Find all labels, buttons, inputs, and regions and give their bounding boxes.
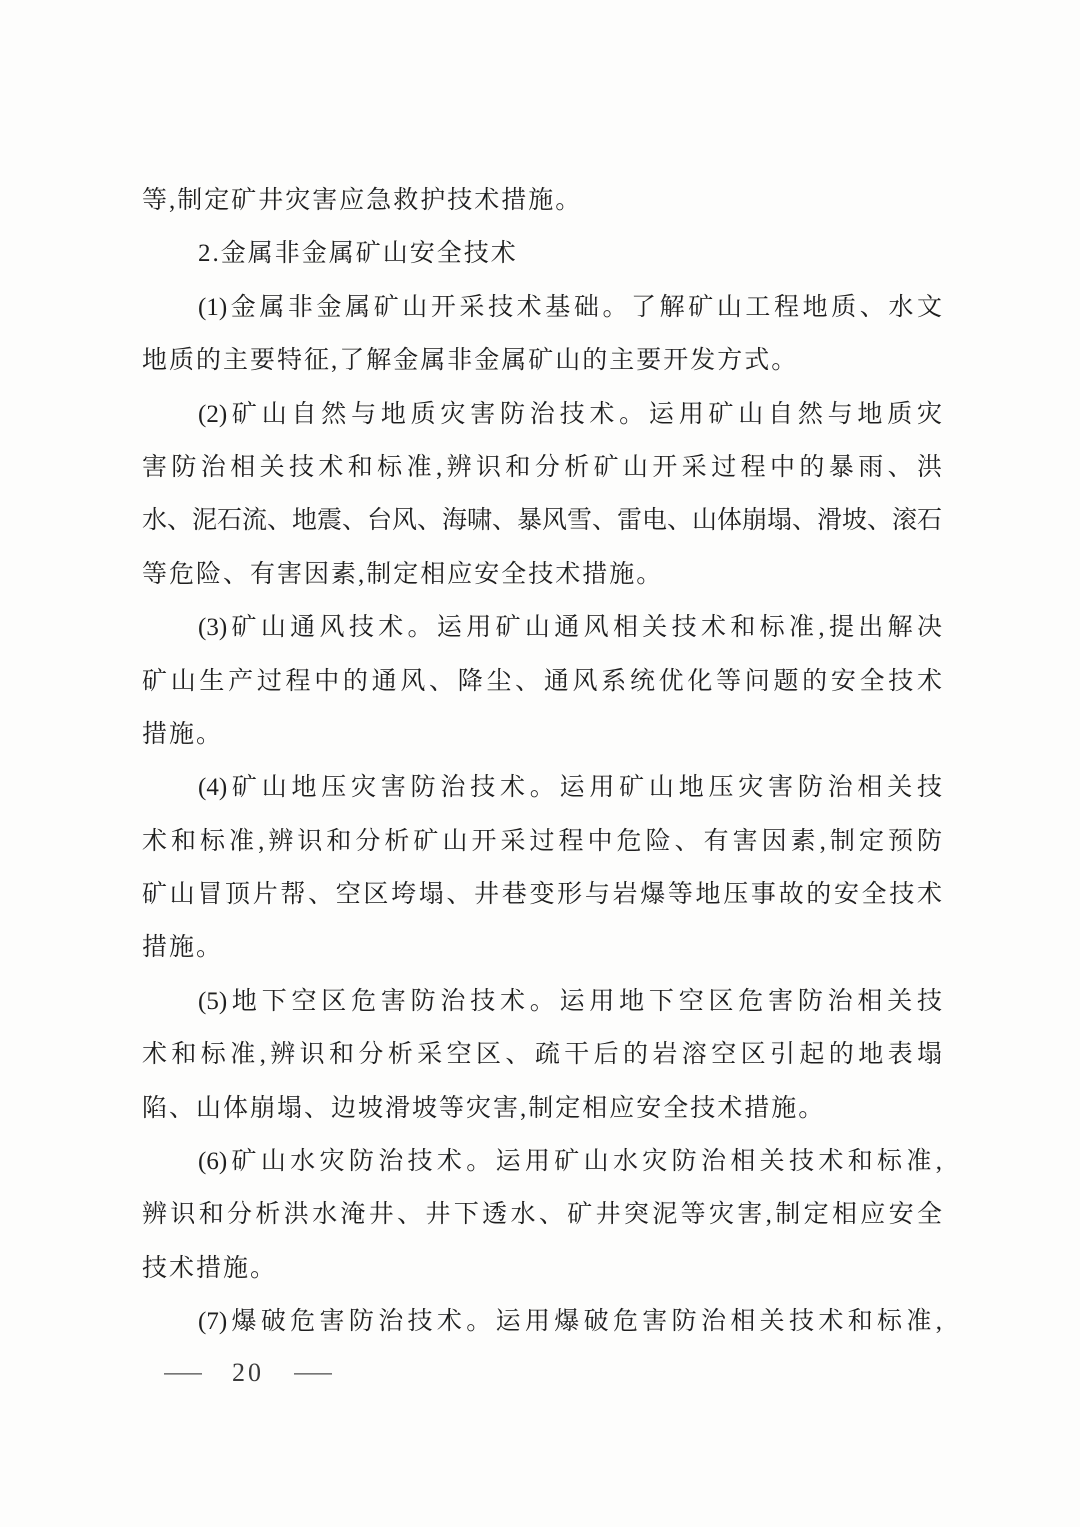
page-number: 20 xyxy=(232,1358,264,1387)
page-footer xyxy=(160,1348,336,1398)
text-line: (7)爆破危害防治技术。运用爆破危害防治相关技术和标准, xyxy=(198,1308,942,1336)
text-line: 术和标准,辨识和分析采空区、疏干后的岩溶空区引起的地表塌 xyxy=(142,1041,942,1069)
text-line: (3)矿山通风技术。运用矿山通风相关技术和标准,提出解决 xyxy=(198,614,942,642)
text-line: (1)金属非金属矿山开采技术基础。了解矿山工程地质、水文 xyxy=(198,293,942,321)
text-line: 矿山冒顶片帮、空区垮塌、井巷变形与岩爆等地压事故的安全技术 xyxy=(142,881,942,909)
text-line: 水、泥石流、地震、台风、海啸、暴风雪、雷电、山体崩塌、滑坡、滚石 xyxy=(142,507,943,535)
text-line: 措施。 xyxy=(142,934,224,962)
text-line: (4)矿山地压灾害防治技术。运用矿山地压灾害防治相关技 xyxy=(198,774,942,802)
text-line: 害防治相关技术和标准,辨识和分析矿山开采过程中的暴雨、洪 xyxy=(142,453,942,481)
text-line: 等,制定矿井灾害应急救护技术措施。 xyxy=(142,187,583,214)
text-line: 术和标准,辨识和分析矿山开采过程中危险、有害因素,制定预防 xyxy=(142,827,942,855)
text-line: 技术措施。 xyxy=(142,1254,278,1282)
text-line: 措施。 xyxy=(142,720,224,748)
text-line: (6)矿山水灾防治技术。运用矿山水灾防治相关技术和标准, xyxy=(198,1148,942,1176)
text-line: (2)矿山自然与地质灾害防治技术。运用矿山自然与地质灾 xyxy=(198,400,942,428)
document-body xyxy=(142,174,942,1349)
text-line: 等危险、有害因素,制定相应安全技术措施。 xyxy=(142,560,664,588)
text-line: 矿山生产过程中的通风、降尘、通风系统优化等问题的安全技术 xyxy=(142,667,942,695)
text-line: 地质的主要特征,了解金属非金属矿山的主要开发方式。 xyxy=(142,347,799,375)
text-line: (5)地下空区危害防治技术。运用地下空区危害防治相关技 xyxy=(198,987,942,1015)
footer-dash-left: — xyxy=(164,1359,202,1386)
text-line: 辨识和分析洪水淹井、井下透水、矿井突泥等灾害,制定相应安全 xyxy=(142,1201,942,1229)
footer-dash-right: — xyxy=(294,1359,332,1386)
text-line: 陷、山体崩塌、边坡滑坡等灾害,制定相应安全技术措施。 xyxy=(142,1094,826,1122)
text-line: 2.金属非金属矿山安全技术 xyxy=(198,240,518,268)
